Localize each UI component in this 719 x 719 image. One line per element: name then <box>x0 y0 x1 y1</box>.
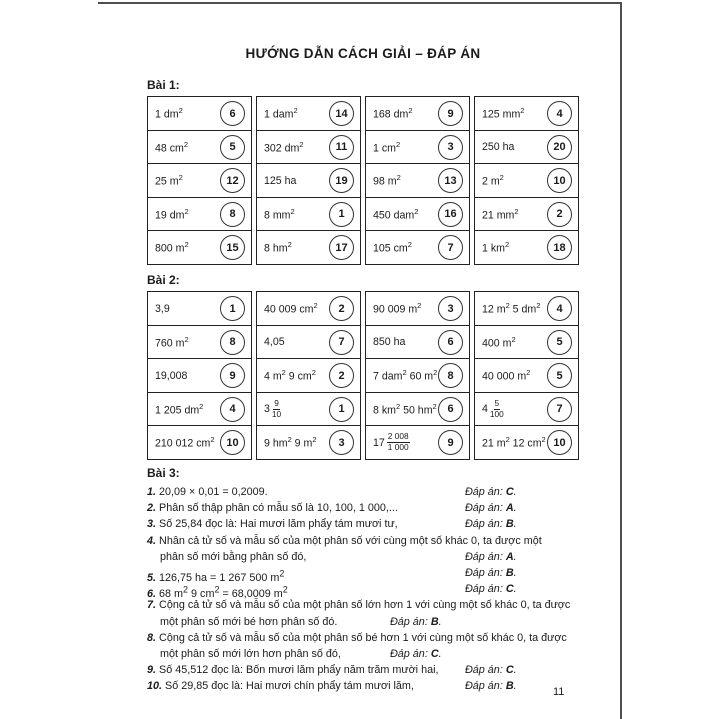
table-column <box>147 96 252 265</box>
table-cell <box>256 163 361 198</box>
answer-circle: 12 <box>220 168 245 193</box>
table-cell <box>256 291 361 326</box>
table-cell <box>474 425 579 460</box>
exercise-answer-list <box>147 484 579 694</box>
answer-circle: 1 <box>329 397 354 422</box>
cell-label: 4,05 <box>264 336 285 348</box>
cell-label: 1 dam$^2$ <box>264 106 298 121</box>
answer-table-bai2 <box>147 291 579 460</box>
item-number: 4. <box>147 534 157 547</box>
page-edge-right-line <box>620 2 622 719</box>
answer-circle: 6 <box>220 101 245 126</box>
table-cell <box>147 230 252 265</box>
table-cell <box>256 197 361 232</box>
table-cell <box>365 197 470 232</box>
cell-label: 1 $cm^2$ <box>373 139 401 155</box>
table-column <box>256 291 361 460</box>
cell-label: 1 $km^2$ <box>482 240 510 255</box>
item-number: 6. <box>147 587 157 600</box>
answer-circle: 7 <box>329 330 354 355</box>
answer-circle: 9 <box>438 101 463 126</box>
exercise-item <box>147 630 579 662</box>
item-text: một phân số mới bé hơn phân số đó. <box>160 615 338 628</box>
table-cell <box>474 230 579 265</box>
answer-circle: 4 <box>220 397 245 422</box>
answer-circle: 3 <box>438 135 463 160</box>
item-number: 3. <box>147 518 157 531</box>
section-label-bai1: Bài 1: <box>147 78 180 92</box>
answer-circle: 11 <box>329 135 354 160</box>
cell-label: 90 009 $m^2$ <box>373 301 422 316</box>
cell-label-mixed-number: 4 $\frac{5}{100}$ <box>482 397 504 419</box>
cell-label: 250 ha <box>482 141 515 153</box>
cell-label: 105 $cm^2$ <box>373 240 412 255</box>
table-cell <box>365 230 470 265</box>
answer-circle: 5 <box>547 363 572 388</box>
table-cell <box>256 392 361 427</box>
exercise-item <box>147 597 579 629</box>
exercise-item <box>147 484 579 500</box>
item-text: Phân số thập phân có mẫu số là 10, 100, 1 000,... <box>159 502 398 515</box>
answer-circle: 3 <box>329 430 354 455</box>
table-column <box>147 291 252 460</box>
item-text: một phân số mới lớn hơn phân số đó, <box>160 647 341 660</box>
cell-label: 21 $mm^2$ <box>482 206 519 222</box>
table-cell <box>474 392 579 427</box>
answer-label: Đáp án: A. <box>465 550 517 563</box>
table-column <box>474 96 579 265</box>
table-cell <box>147 291 252 326</box>
answer-label: Đáp án: C. <box>390 647 442 660</box>
answer-label: Đáp án: B. <box>390 615 442 628</box>
cell-label: 4 $m^2$ 9 $cm^2$ <box>264 368 316 383</box>
answer-circle: 2 <box>329 363 354 388</box>
answer-circle: 9 <box>220 363 245 388</box>
table-cell <box>256 230 361 265</box>
answer-circle: 9 <box>438 430 463 455</box>
item-text: Cộng cả tử số và mẫu số của một phân số bé hơn 1 với cùng một số khác 0, ta được <box>159 631 567 644</box>
answer-label: Đáp án: C. <box>465 583 517 596</box>
section-label-bai3: Bài 3: <box>147 466 180 480</box>
answer-circle: 19 <box>329 168 354 193</box>
page-title: HƯỚNG DẪN CÁCH GIẢI – ĐÁP ÁN <box>245 46 481 61</box>
answer-label: Đáp án: B. <box>465 680 517 693</box>
exercise-item-line <box>147 646 579 662</box>
table-cell <box>365 325 470 360</box>
table-cell <box>256 130 361 165</box>
answer-circle: 7 <box>438 235 463 260</box>
table-cell <box>147 163 252 198</box>
answer-label: Đáp án: C. <box>465 664 517 677</box>
exercise-item <box>147 533 579 565</box>
answer-circle: 15 <box>220 235 245 260</box>
table-cell <box>365 163 470 198</box>
cell-label-mixed-number: 3 $\frac{9}{10}$ <box>264 397 282 419</box>
answer-label: Đáp án: B. <box>465 566 517 579</box>
cell-label-mixed-number: 17 $\frac{2 008}{1 000}$ <box>373 431 409 452</box>
cell-label: 19,008 <box>155 369 188 382</box>
table-cell <box>365 96 470 131</box>
item-text: phân số mới bằng phân số đó, <box>160 550 307 563</box>
table-cell <box>474 325 579 360</box>
table-cell <box>147 325 252 360</box>
answer-circle: 5 <box>220 135 245 160</box>
cell-label: 98 $m^2$ <box>373 173 401 188</box>
cell-label: 168 $dm^2$ <box>373 106 413 121</box>
table-cell <box>256 358 361 393</box>
answer-circle: 18 <box>547 235 572 260</box>
table-cell <box>147 358 252 393</box>
exercise-item <box>147 678 579 694</box>
answer-circle: 10 <box>547 430 572 455</box>
table-cell <box>474 197 579 232</box>
page-number: 11 <box>553 686 565 698</box>
item-text: Số 25,84 đọc là: Hai mươi lăm phẩy tám mươi tư, <box>159 518 398 531</box>
exercise-item-line <box>147 484 579 500</box>
cell-label: 210 012 $cm^2$ <box>155 435 215 450</box>
answer-table-bai1 <box>147 96 579 265</box>
answer-circle: 4 <box>547 296 572 321</box>
cell-label: 3,9 <box>155 302 170 315</box>
answer-circle: 10 <box>547 168 572 193</box>
item-text: 126,75 ha = 1 267 500 $m^2$ <box>159 567 285 584</box>
exercise-item-line <box>147 500 579 516</box>
table-cell <box>256 325 361 360</box>
answer-circle: 10 <box>220 430 245 455</box>
exercise-item-line <box>147 662 579 678</box>
section-label-bai2: Bài 2: <box>147 273 180 287</box>
exercise-item <box>147 565 579 584</box>
table-column <box>256 96 361 265</box>
answer-circle: 20 <box>547 135 572 160</box>
answer-circle: 8 <box>220 202 245 227</box>
answer-circle: 14 <box>329 101 354 126</box>
cell-label: 48 $cm^2$ <box>155 139 189 155</box>
cell-label: 21 $m^2$ 12 $cm^2$ <box>482 435 546 450</box>
answer-label: Đáp án: C. <box>465 486 517 498</box>
cell-label: 19 $dm^2$ <box>155 206 189 222</box>
answer-circle: 1 <box>329 202 354 227</box>
item-number: 5. <box>147 571 157 584</box>
item-number: 9. <box>147 664 157 677</box>
answer-circle: 8 <box>438 363 463 388</box>
cell-label: 800 $m^2$ <box>155 240 189 255</box>
item-text: Nhân cả tử số và mẫu số của một phân số với cùng một số khác 0, ta được một <box>159 534 542 547</box>
cell-label: 8 $hm^2$ <box>264 240 292 255</box>
table-cell <box>365 130 470 165</box>
answer-circle: 8 <box>220 330 245 355</box>
cell-label: 9 $hm^2$ 9 $m^2$ <box>264 435 317 450</box>
cell-label: 25 $m^2$ <box>155 173 183 188</box>
item-text: 68 $m^2$ 9 $cm^2 = 68,0009$ $m^2$ <box>159 584 288 600</box>
exercise-item-line <box>147 630 579 646</box>
cell-label: 760 $m^2$ <box>155 334 189 350</box>
item-number: 10. <box>147 680 163 693</box>
table-cell <box>147 96 252 131</box>
table-cell <box>256 425 361 460</box>
table-cell <box>474 96 579 131</box>
table-cell <box>365 425 470 460</box>
cell-label: 2 $m^2$ <box>482 173 504 188</box>
item-text: Số 29,85 đọc là: Hai mươi chín phẩy tám mươi lăm, <box>165 680 414 693</box>
table-cell <box>147 130 252 165</box>
cell-label: 450 dam$^2$ <box>373 206 419 222</box>
exercise-item <box>147 500 579 516</box>
exercise-item <box>147 581 579 600</box>
table-cell <box>147 392 252 427</box>
answer-circle: 7 <box>547 397 572 422</box>
answer-circle: 6 <box>438 330 463 355</box>
answer-circle: 4 <box>547 101 572 126</box>
table-cell <box>147 197 252 232</box>
table-cell <box>365 291 470 326</box>
exercise-item-line <box>147 678 579 694</box>
answer-circle: 2 <box>547 202 572 227</box>
item-text: Số 45,512 đọc là: Bốn mươi lăm phẩy năm trăm mười hai, <box>159 664 439 677</box>
table-cell <box>474 163 579 198</box>
item-number: 1. <box>147 486 157 498</box>
table-cell <box>474 291 579 326</box>
exercise-item-line <box>147 516 579 532</box>
item-number: 8. <box>147 631 157 644</box>
cell-label: 8 $km^2$ 50 $hm^2$ <box>373 401 437 417</box>
answer-circle: 5 <box>547 330 572 355</box>
table-cell <box>147 425 252 460</box>
cell-label: 12 $m^2$ 5 $dm^2$ <box>482 301 541 316</box>
cell-label: 1 $dm^2$ <box>155 106 183 121</box>
table-column <box>365 96 470 265</box>
page-edge-top-line <box>98 2 622 4</box>
answer-circle: 3 <box>438 296 463 321</box>
cell-label: 1 205 $dm^2$ <box>155 401 204 417</box>
cell-label: 125 $mm^2$ <box>482 106 525 121</box>
answer-circle: 6 <box>438 397 463 422</box>
table-cell <box>256 96 361 131</box>
answer-label: Đáp án: B. <box>465 518 517 531</box>
table-column <box>365 291 470 460</box>
table-cell <box>365 392 470 427</box>
exercise-item <box>147 516 579 532</box>
item-number: 7. <box>147 599 157 612</box>
exercise-item-line <box>147 581 579 600</box>
item-text: 20,09 × 0,01 = 0,2009. <box>159 486 268 498</box>
item-number: 2. <box>147 502 157 515</box>
table-cell <box>365 358 470 393</box>
exercise-item-line <box>147 565 579 584</box>
cell-label: 850 ha <box>373 336 406 348</box>
cell-label: 40 009 $cm^2$ <box>264 301 318 316</box>
cell-label: 8 $mm^2$ <box>264 206 295 222</box>
cell-label: 302 $dm^2$ <box>264 139 304 155</box>
page-content <box>147 46 579 694</box>
exercise-item <box>147 662 579 678</box>
answer-label: Đáp án: A. <box>465 502 517 515</box>
table-cell <box>474 358 579 393</box>
table-cell <box>474 130 579 165</box>
table-column <box>474 291 579 460</box>
exercise-item-line <box>147 549 579 565</box>
answer-circle: 16 <box>438 202 463 227</box>
exercise-item-line <box>147 614 579 630</box>
cell-label: 7 dam$^2$ 60 $m^2$ <box>373 368 438 383</box>
answer-circle: 13 <box>438 168 463 193</box>
answer-circle: 1 <box>220 296 245 321</box>
answer-circle: 2 <box>329 296 354 321</box>
cell-label: 125 ha <box>264 174 297 187</box>
answer-circle: 17 <box>329 235 354 260</box>
exercise-item-line <box>147 533 579 549</box>
item-text: Cộng cả tử số và mẫu số của một phân số lớn hơn 1 với cùng một số khác 0, ta được <box>159 599 571 612</box>
cell-label: 40 000 $m^2$ <box>482 368 531 383</box>
exercise-item-line <box>147 597 579 613</box>
cell-label: 400 $m^2$ <box>482 334 516 350</box>
